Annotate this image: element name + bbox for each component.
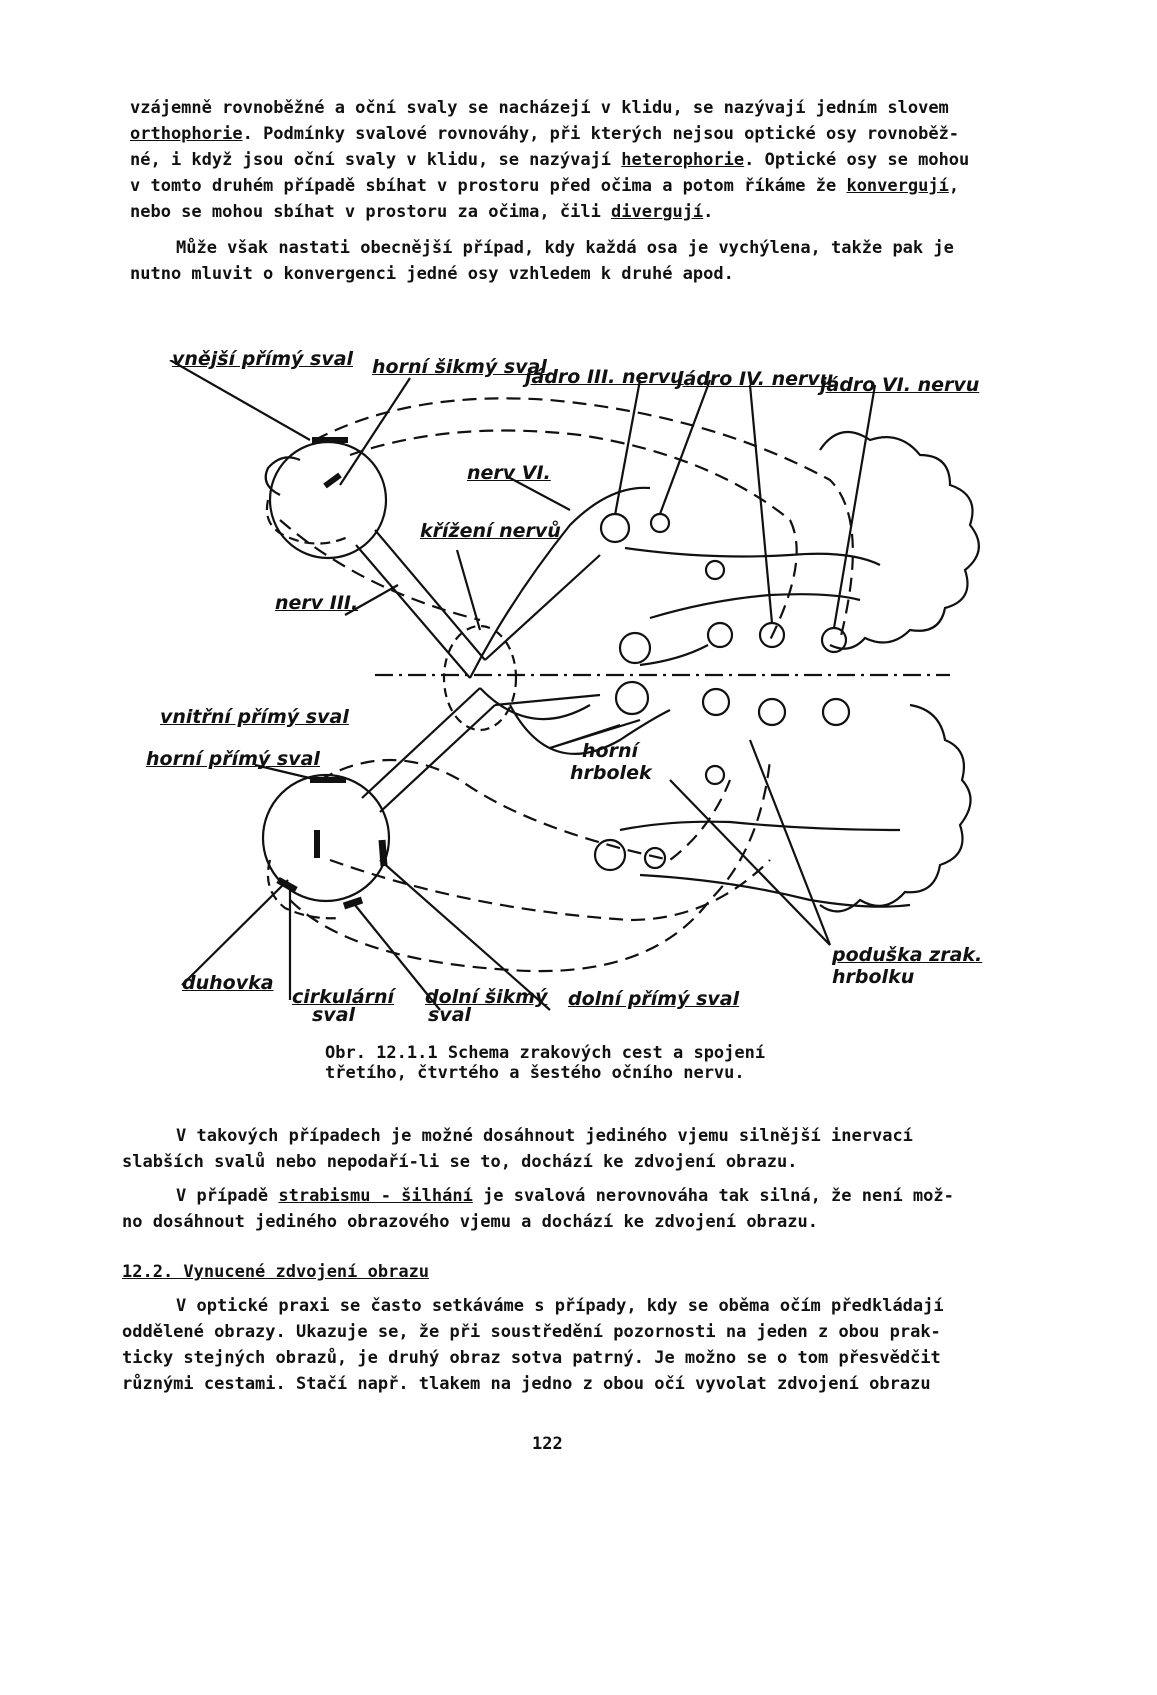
para4-line-1-c: je svalová nerovnováha tak silná, že není mož- <box>472 1186 954 1206</box>
label-dolni-sikmy-2: sval <box>428 1004 472 1026</box>
label-dolni-sikmy-1: dolní šikmý <box>425 986 548 1008</box>
figure-caption-line-2: třetího, čtvrtého a šestého očního nervu. <box>325 1063 745 1083</box>
figure-caption-line-1: Obr. 12.1.1 Schema zrakových cest a spojení <box>325 1043 766 1063</box>
para3-line-1: V takových případech je možné dosáhnout jediného vjemu silnější inervací <box>176 1126 913 1146</box>
intro-line-3 <box>130 150 969 170</box>
label-poduska-1: poduška zrak. <box>832 944 983 966</box>
para4-line-1 <box>176 1186 954 1206</box>
intro-line-5-c: . <box>703 202 714 222</box>
para4-line-1-a: V případě <box>176 1186 279 1206</box>
label-poduska-2: hrbolku <box>832 966 915 988</box>
intro-line-2-text: . Podmínky svalové rovnováhy, při kterých nejsou optické osy rovnoběž- <box>242 124 960 144</box>
dashed-nerve-paths <box>280 398 853 971</box>
page-number: 122 <box>532 1434 563 1454</box>
intro-line-4 <box>130 176 959 196</box>
para5-line-3: ticky stejných obrazů, je druhý obraz sotva patrný. Je možno se o tom přesvědčit <box>122 1348 941 1368</box>
term-diverguji: divergují <box>611 202 704 222</box>
section-heading: 12.2. Vynucené zdvojení obrazu <box>122 1262 430 1282</box>
para5-line-1: V optické praxi se často setkáváme s případy, kdy se oběma očím předkládají <box>176 1296 944 1316</box>
label-vnitrni-primy-sval: vnitřní přímý sval <box>160 706 349 728</box>
term-konverguji: konvergují <box>846 176 949 196</box>
label-nerv-vi: nerv VI. <box>467 462 551 484</box>
label-duhovka: duhovka <box>182 972 274 994</box>
para4-line-2: no dosáhnout jediného obrazového vjemu a dochází ke zdvojení obrazu. <box>122 1212 818 1232</box>
intro-line-3-c: . Optické osy se mohou <box>744 150 970 170</box>
para5-line-4: různými cestami. Stačí např. tlakem na jedno z obou očí vyvolat zdvojení obrazu <box>122 1374 931 1394</box>
intro-line-5 <box>130 202 713 222</box>
intro-line-3-a: né, i když jsou oční svaly v klidu, se nazývají <box>130 150 622 170</box>
label-cirkularni-1: cirkulární <box>292 986 395 1008</box>
intro-line-2 <box>130 124 959 144</box>
label-dolni-primy-sval: dolní přímý sval <box>568 988 740 1010</box>
label-horni-sikmy-sval: horní šikmý sval <box>372 356 547 378</box>
pulvinar-upper <box>820 432 979 649</box>
intro-line-5-a: nebo se mohou sbíhat v prostoru za očima, čili <box>130 202 612 222</box>
para2-line-2: nutno mluvit o konvergenci jedné osy vzhledem k druhé apod. <box>130 264 734 284</box>
upper-eye <box>266 440 386 558</box>
label-cirkularni-2: sval <box>312 1004 356 1026</box>
term-heterophorie: heterophorie <box>621 150 745 170</box>
para3-line-2: slabších svalů nebo nepodaří-li se to, dochází ke zdvojení obrazu. <box>122 1152 798 1172</box>
intro-line-4-a: v tomto druhém případě sbíhat v prostoru před očima a potom říkáme že <box>130 176 847 196</box>
label-horni-hrbolek-1: horní <box>582 740 638 762</box>
intro-line-4-c: , <box>948 176 960 196</box>
term-strabismus: strabismu - šilhání <box>278 1186 473 1206</box>
label-jadro-iii: jádro III. nervu <box>525 366 684 388</box>
intro-line-1: vzájemně rovnoběžné a oční svaly se nacházejí v klidu, se nazývají jedním slovem <box>130 98 949 118</box>
para2-line-1: Může však nastati obecnější případ, kdy každá osa je vychýlena, takže pak je <box>176 238 954 258</box>
neural-connections <box>510 380 910 945</box>
label-jadro-iv: jádro IV. nervu <box>677 368 834 390</box>
label-vnejsi-primy-sval: vnější přímý sval <box>172 348 354 370</box>
nuclei <box>595 514 849 870</box>
label-jadro-vi: jádro VI. nervu <box>820 374 980 396</box>
pulvinar-lower <box>820 705 971 911</box>
lower-eye <box>263 775 389 918</box>
label-horni-primy-sval: horní přímý sval <box>146 748 320 770</box>
term-orthophorie: orthophorie <box>130 124 243 144</box>
label-horni-hrbolek-2: hrbolek <box>570 762 652 784</box>
para5-line-2: oddělené obrazy. Ukazuje se, že při soustředění pozornosti na jeden z obou prak- <box>122 1322 941 1342</box>
label-nerv-iii: nerv III. <box>275 592 359 614</box>
label-krizeni-nervu: křížení nervů <box>420 520 561 542</box>
